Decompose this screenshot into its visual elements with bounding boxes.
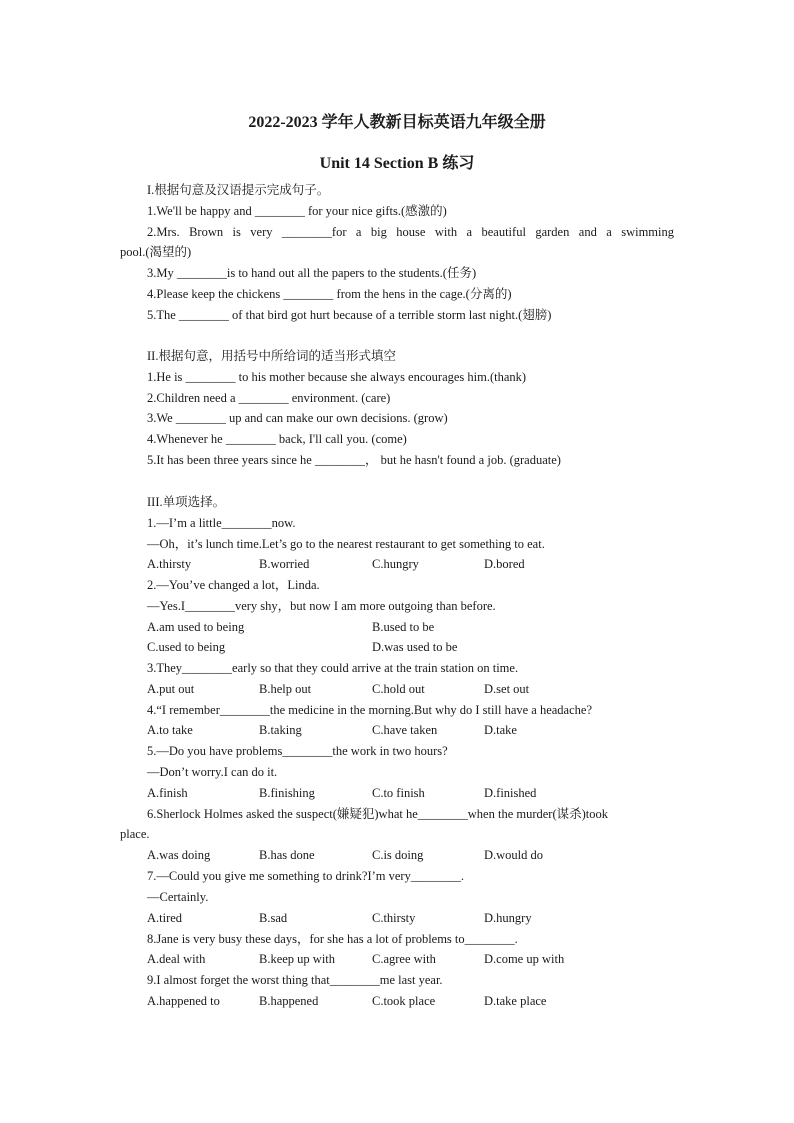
mc-question-8-option-c: C.agree with (372, 952, 436, 966)
mc-question-4-option-c: C.have taken (372, 723, 438, 737)
section3-heading: III.单项选择。 (147, 495, 226, 509)
section2-question-4: 4.Whenever he ________ back, I'll call you. (come) (147, 432, 407, 446)
mc-question-4-option-b: B.taking (259, 723, 302, 737)
mc-question-9-option-d: D.take place (484, 994, 547, 1008)
section1-question-1: 1.We'll be happy and ________ for your nice gifts.(感激的) (147, 204, 447, 218)
mc-question-3-option-c: C.hold out (372, 682, 425, 696)
mc-question-7-option-d: D.hungry (484, 911, 532, 925)
mc-question-6-option-d: D.would do (484, 848, 544, 862)
mc-question-5-stem: 5.—Do you have problems________the work in two hours? (147, 744, 448, 758)
mc-question-4-option-d: D.take (484, 723, 517, 737)
mc-question-2-option-a: A.am used to being (147, 620, 245, 634)
mc-question-4-stem: 4.“I remember________the medicine in the morning.But why do I still have a headache? (147, 703, 593, 717)
section1-question-3: 3.My ________is to hand out all the papers to the students.(任务) (147, 266, 477, 280)
mc-question-7-stem: 7.—Could you give me something to drink?I’m very________. (147, 869, 464, 883)
section1-question-2: 2.Mrs. Brown is very ________for a big house with a beautiful garden and a swimming (147, 225, 674, 239)
section2-question-2: 2.Children need a ________ environment. (care) (147, 391, 391, 405)
mc-question-1-option-d: D.bored (484, 557, 525, 571)
mc-question-9-option-a: A.happened to (147, 994, 220, 1008)
mc-question-2-dialog: —Yes.I________very shy，but now I am more outgoing than before. (147, 599, 496, 613)
mc-question-7-option-a: A.tired (147, 911, 183, 925)
document-subtitle: Unit 14 Section B 练习 (319, 155, 475, 172)
mc-question-3-option-b: B.help out (259, 682, 312, 696)
mc-question-2-option-d: D.was used to be (372, 640, 458, 654)
mc-question-5-option-c: C.to finish (372, 786, 425, 800)
mc-question-3-stem: 3.They________early so that they could arrive at the train station on time. (147, 661, 519, 675)
mc-question-3-option-a: A.put out (147, 682, 195, 696)
mc-question-1-option-c: C.hungry (372, 557, 419, 571)
mc-question-6-stem-cont: place. (120, 827, 150, 841)
mc-question-2-stem: 2.—You’ve changed a lot，Linda. (147, 578, 320, 592)
mc-question-5-option-b: B.finishing (259, 786, 315, 800)
section1-heading: I.根据句意及汉语提示完成句子。 (147, 183, 330, 197)
section2-question-3: 3.We ________ up and can make our own decisions. (grow) (147, 411, 448, 425)
mc-question-2-option-b: B.used to be (372, 620, 435, 634)
mc-question-8-option-d: D.come up with (484, 952, 565, 966)
mc-question-8-option-a: A.deal with (147, 952, 206, 966)
mc-question-7-option-c: C.thirsty (372, 911, 416, 925)
mc-question-7-dialog: —Certainly. (147, 890, 209, 904)
section2-question-5: 5.It has been three years since he ________， but he hasn't found a job. (graduate) (147, 453, 561, 467)
mc-question-5-dialog: —Don’t worry.I can do it. (147, 765, 278, 779)
mc-question-6-option-c: C.is doing (372, 848, 424, 862)
section1-question-2-cont: pool.(渴望的) (120, 245, 192, 259)
mc-question-6-option-b: B.has done (259, 848, 315, 862)
mc-question-3-option-d: D.set out (484, 682, 530, 696)
mc-question-6-option-a: A.was doing (147, 848, 211, 862)
mc-question-9-option-c: C.took place (372, 994, 436, 1008)
mc-question-6-stem: 6.Sherlock Holmes asked the suspect(嫌疑犯)what he________when the murder(谋杀)took (147, 807, 609, 821)
mc-question-7-option-b: B.sad (259, 911, 288, 925)
mc-question-8-option-b: B.keep up with (259, 952, 336, 966)
mc-question-2-option-c: C.used to being (147, 640, 226, 654)
mc-question-5-option-d: D.finished (484, 786, 537, 800)
mc-question-1-dialog: —Oh，it’s lunch time.Let’s go to the nearest restaurant to get something to eat. (147, 537, 545, 551)
mc-question-4-option-a: A.to take (147, 723, 193, 737)
mc-question-1-option-b: B.worried (259, 557, 310, 571)
mc-question-9-stem: 9.I almost forget the worst thing that________me last year. (147, 973, 443, 987)
section1-question-4: 4.Please keep the chickens ________ from the hens in the cage.(分离的) (147, 287, 512, 301)
mc-question-5-option-a: A.finish (147, 786, 188, 800)
section1-question-5: 5.The ________ of that bird got hurt because of a terrible storm last night.(翅膀) (147, 308, 552, 322)
mc-question-8-stem: 8.Jane is very busy these days，for she has a lot of problems to________. (147, 932, 518, 946)
document-title: 2022-2023 学年人教新目标英语九年级全册 (248, 114, 546, 131)
mc-question-9-option-b: B.happened (259, 994, 319, 1008)
mc-question-1-stem: 1.—I’m a little________now. (147, 516, 296, 530)
section2-heading: II.根据句意，用括号中所给词的适当形式填空 (147, 349, 396, 363)
mc-question-1-option-a: A.thirsty (147, 557, 192, 571)
section2-question-1: 1.He is ________ to his mother because she always encourages him.(thank) (147, 370, 527, 384)
